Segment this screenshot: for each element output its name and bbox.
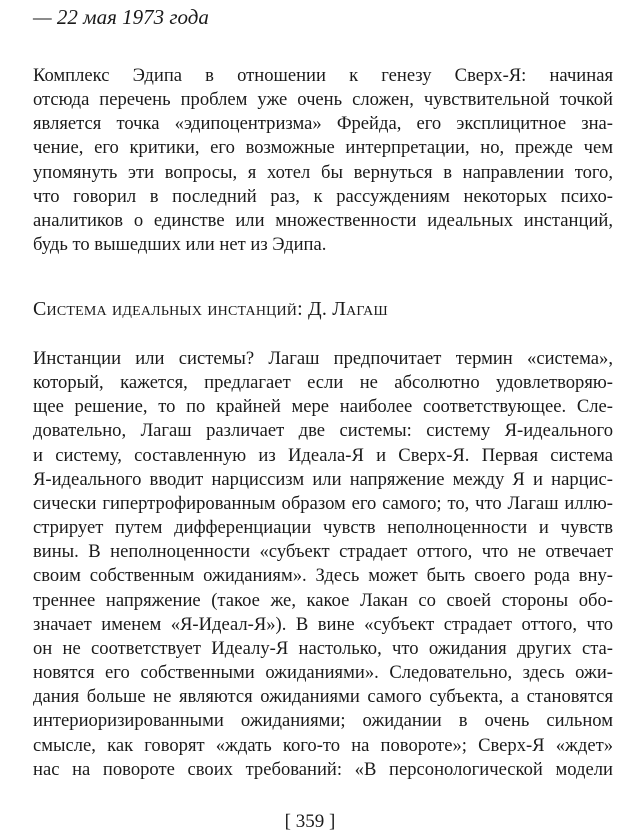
paragraph-1-line: чение, его критики, его возможные интерпретации, но, прежде чем [33, 137, 613, 159]
paragraph-1-line: аналитиков о единстве или множественности идеальных инстанций, [33, 209, 613, 231]
paragraph-2-line: смысле, как говорят «ждать кого-то на повороте»; Сверх-Я «ждет» [33, 734, 613, 756]
paragraph-2-line: новятся его собственными ожиданиями». Следовательно, здесь ожи- [33, 662, 613, 684]
paragraph-2-line: он не соответствует Идеалу-Я настолько, что ожидания других ста- [33, 637, 613, 659]
paragraph-1-line: будь то вышедших или нет из Эдипа. [33, 234, 327, 256]
paragraph-2-line: интериоризированными ожиданиями; ожидании в очень сильном [33, 710, 613, 732]
paragraph-1-line: Комплекс Эдипа в отношении к генезу Сверх-Я: начиная [33, 65, 613, 86]
paragraph-1 [33, 64, 613, 257]
section-title: Система идеальных инстанций: Д. Лагаш [33, 298, 388, 320]
paragraph-1-line: упомянуть эти вопросы, я хотел бы вернуться в направлении того, [33, 161, 613, 183]
paragraph-2-line: треннее напряжение (такое же, какое Лакан со своей стороны обо- [33, 589, 613, 611]
paragraph-1-line: является точка «эдипоцентризма» Фрейда, его эксплицитное зна- [33, 113, 613, 135]
paragraph-1-line: что говорил в последний раз, к рассуждениям некоторых психо- [33, 185, 613, 207]
paragraph-2 [33, 347, 613, 782]
paragraph-2-line: который, кажется, предлагает если не абсолютно удовлетворяю- [33, 372, 613, 394]
paragraph-2-line: своим собственным ожиданиям». Здесь может быть своего рода вну- [33, 565, 613, 587]
paragraph-2-line: стрирует путем дифференциации чувств неполноценности и чувств [33, 517, 613, 539]
paragraph-2-line: значает именем «Я-Идеал-Я»). В вине «субъект страдает оттого, что [33, 613, 613, 635]
paragraph-1-line: отсюда перечень проблем уже очень сложен, чувствительной точкой [33, 89, 613, 111]
paragraph-2-line: нас на повороте своих требований: «В персонологической модели [33, 758, 613, 780]
paragraph-2-line: дания больше не являются ожиданиями самого субъекта, а становятся [33, 686, 613, 708]
paragraph-2-line: сически гипертрофированным образом его самого; то, что Лагаш иллю- [33, 492, 613, 514]
date-heading: — 22 мая 1973 года [33, 5, 209, 29]
paragraph-2-line: Инстанции или системы? Лагаш предпочитает термин «система», [33, 348, 613, 369]
paragraph-2-line: довательно, Лагаш различает две системы: систему Я-идеального [33, 420, 613, 442]
paragraph-2-line: щее решение, то по крайней мере наиболее соответствующее. Сле- [33, 396, 613, 418]
paragraph-2-line: Я-идеального вводит нарциссизм или напряжение между Я и нарцис- [33, 468, 613, 490]
paragraph-2-line: вины. В неполноценности «субъект страдает оттого, что не отвечает [33, 541, 613, 563]
page-number: [ 359 ] [284, 811, 336, 832]
paragraph-2-line: и систему, составленную из Идеала-Я и Сверх-Я. Первая система [33, 444, 613, 466]
